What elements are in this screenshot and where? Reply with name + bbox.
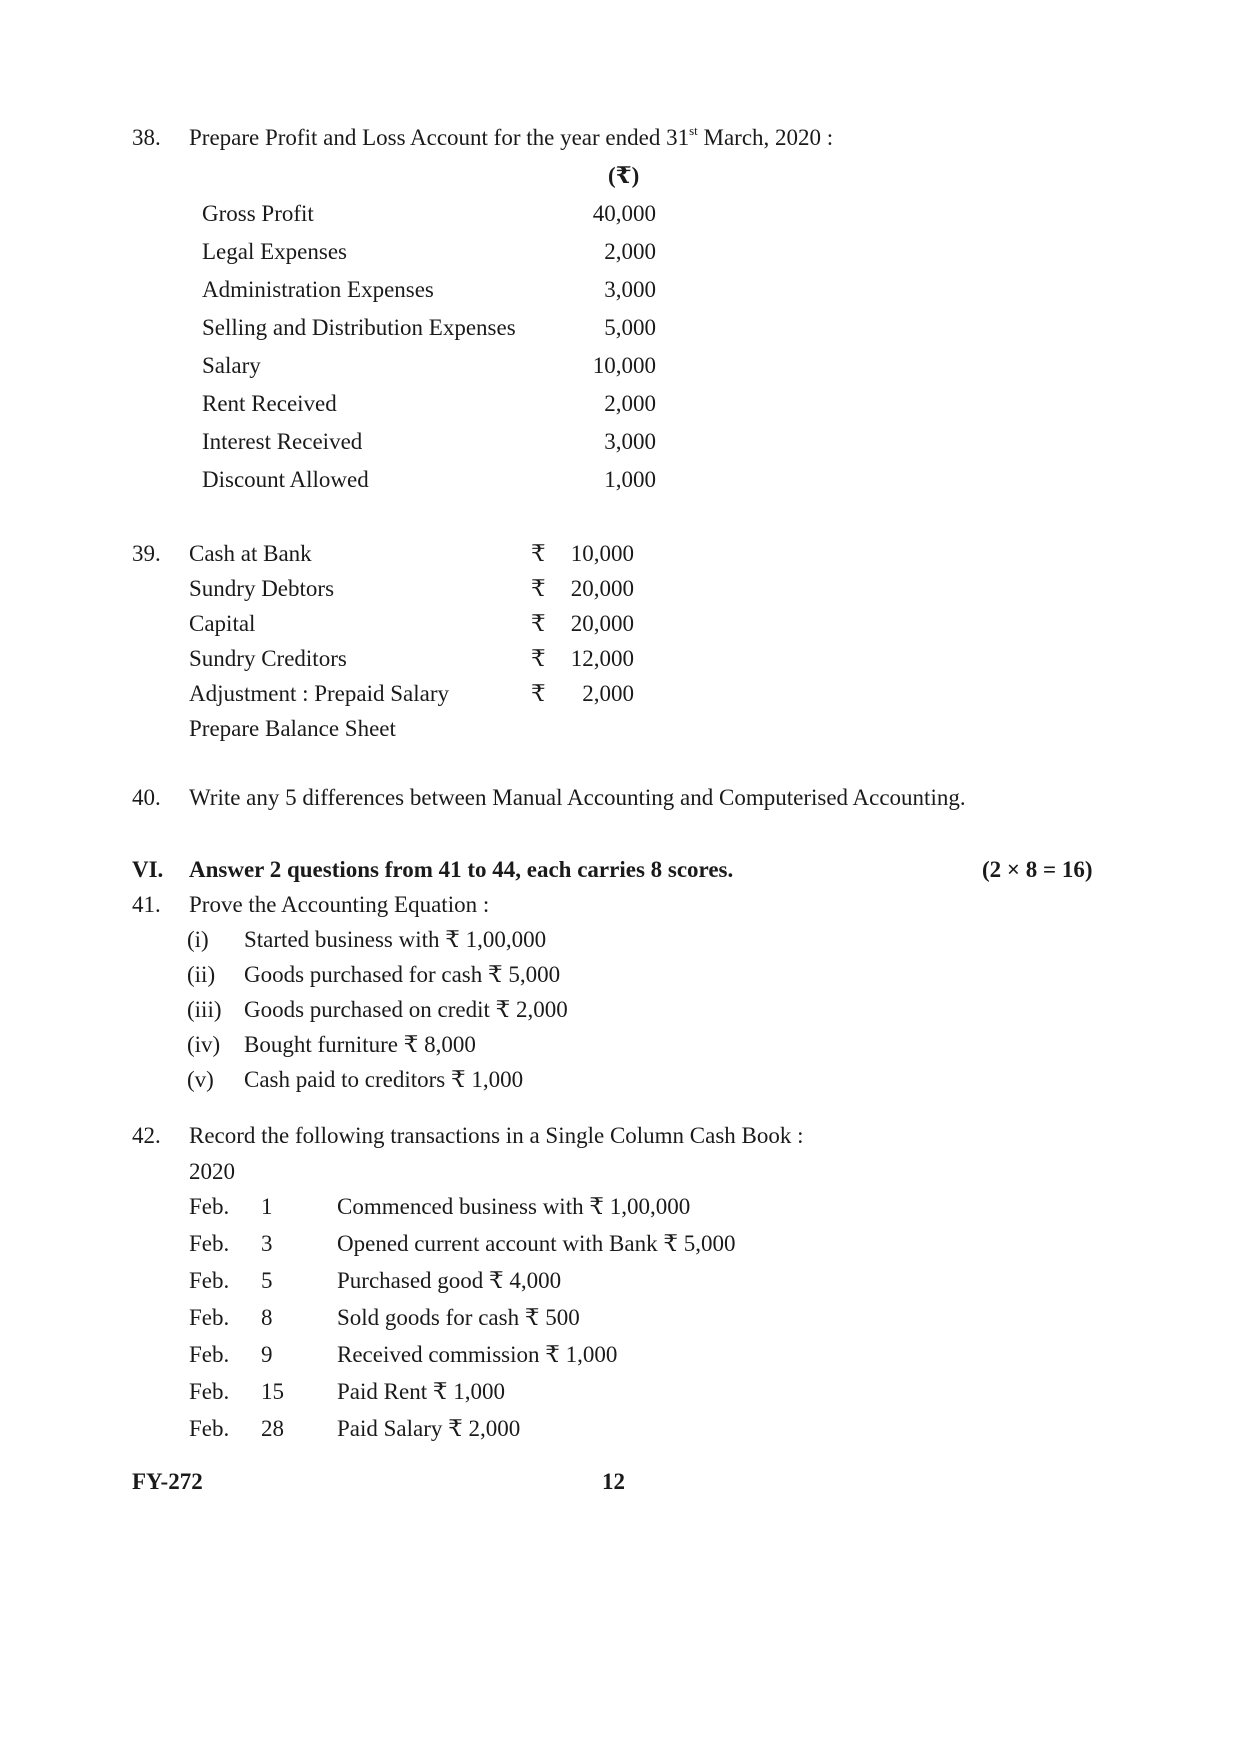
q42-row-month: Feb. xyxy=(189,1305,230,1330)
q39-row-amount: 20,000 xyxy=(570,611,634,636)
q39-row-amount: 10,000 xyxy=(570,541,634,566)
q41-item-text: Started business with ₹ 1,00,000 xyxy=(244,927,547,952)
q42-text: Record the following transactions in a Single Column Cash Book : xyxy=(189,1123,804,1148)
rupee-symbol: ₹ xyxy=(531,541,546,566)
q38-row-label: Rent Received xyxy=(202,391,337,416)
q39-row-label: Capital xyxy=(189,611,256,636)
q42-row-day: 8 xyxy=(261,1305,273,1330)
q42-number: 42. xyxy=(132,1123,161,1148)
q40-text: Write any 5 differences between Manual Accounting and Computerised Accounting. xyxy=(189,785,966,810)
q38-row-label: Gross Profit xyxy=(202,201,314,226)
q39-row-label: Cash at Bank xyxy=(189,541,312,566)
section6-instruction: Answer 2 questions from 41 to 44, each carries 8 scores. xyxy=(189,857,734,882)
q41-item-roman: (ii) xyxy=(187,962,216,987)
q38-text-sup: st xyxy=(689,123,698,138)
q41-item-text: Bought furniture ₹ 8,000 xyxy=(244,1032,476,1057)
q42-row-day: 1 xyxy=(261,1194,273,1219)
section6-marks: (2 × 8 = 16) xyxy=(982,857,1093,882)
rupee-symbol: ₹ xyxy=(531,646,546,671)
q38-question xyxy=(189,123,834,150)
q38-row-label: Salary xyxy=(202,353,261,378)
q38-number: 38. xyxy=(132,125,161,150)
q41-item-text: Cash paid to creditors ₹ 1,000 xyxy=(244,1067,524,1092)
q42-row-month: Feb. xyxy=(189,1342,230,1367)
q38-row-amount: 1,000 xyxy=(604,467,656,492)
q38-row-amount: 2,000 xyxy=(604,391,656,416)
q42-row-month: Feb. xyxy=(189,1231,230,1256)
q42-row-text: Sold goods for cash ₹ 500 xyxy=(337,1305,580,1330)
q39-row-label: Sundry Debtors xyxy=(189,576,335,601)
q42-row-text: Received commission ₹ 1,000 xyxy=(337,1342,618,1367)
q41-item-roman: (v) xyxy=(187,1067,214,1092)
q42-row-text: Commenced business with ₹ 1,00,000 xyxy=(337,1194,691,1219)
q42-row-text: Purchased good ₹ 4,000 xyxy=(337,1268,562,1293)
q41-text: Prove the Accounting Equation : xyxy=(189,892,490,917)
q39-row-label: Adjustment : Prepaid Salary xyxy=(189,681,449,706)
q42-row-month: Feb. xyxy=(189,1379,230,1404)
page-number: 12 xyxy=(602,1469,625,1494)
q42-row-text: Paid Rent ₹ 1,000 xyxy=(337,1379,505,1404)
q39-instruction: Prepare Balance Sheet xyxy=(189,716,396,741)
q42-row-day: 9 xyxy=(261,1342,273,1367)
q38-row-label: Discount Allowed xyxy=(202,467,369,492)
q42-row-day: 3 xyxy=(261,1231,273,1256)
q42-row-text: Paid Salary ₹ 2,000 xyxy=(337,1416,521,1441)
q41-number: 41. xyxy=(132,892,161,917)
rupee-symbol: ₹ xyxy=(531,611,546,636)
q38-row-amount: 5,000 xyxy=(604,315,656,340)
q42-row-text: Opened current account with Bank ₹ 5,000 xyxy=(337,1231,736,1256)
rupee-symbol: ₹ xyxy=(531,681,546,706)
q42-row-day: 15 xyxy=(261,1379,284,1404)
q40-number: 40. xyxy=(132,785,161,810)
q42-row-month: Feb. xyxy=(189,1268,230,1293)
q38-text-before: Prepare Profit and Loss Account for the year ended 31 xyxy=(189,125,690,150)
q38-row-amount: 3,000 xyxy=(604,277,656,302)
q42-row-month: Feb. xyxy=(189,1416,230,1441)
q41-item-text: Goods purchased for cash ₹ 5,000 xyxy=(244,962,561,987)
q42-row-day: 5 xyxy=(261,1268,273,1293)
q42-row-month: Feb. xyxy=(189,1194,230,1219)
q39-row-amount: 20,000 xyxy=(570,576,634,601)
q41-item-text: Goods purchased on credit ₹ 2,000 xyxy=(244,997,568,1022)
q38-row-amount: 3,000 xyxy=(604,429,656,454)
rupee-symbol: ₹ xyxy=(531,576,546,601)
q38-row-amount: 10,000 xyxy=(592,353,656,378)
q41-item-roman: (iii) xyxy=(187,997,222,1022)
q38-text-after: March, 2020 : xyxy=(697,125,834,150)
q38-row-amount: 2,000 xyxy=(604,239,656,264)
section6-label: VI. xyxy=(132,857,164,882)
q41-item-roman: (iv) xyxy=(187,1032,221,1057)
q38-row-amount: 40,000 xyxy=(592,201,656,226)
q39-row-amount: 2,000 xyxy=(582,681,634,706)
q38-currency-header: (₹) xyxy=(608,163,640,188)
q39-row-label: Sundry Creditors xyxy=(189,646,347,671)
q42-row-day: 28 xyxy=(261,1416,284,1441)
q39-number: 39. xyxy=(132,541,161,566)
q42-year: 2020 xyxy=(189,1159,235,1184)
footer-code: FY-272 xyxy=(132,1469,203,1494)
q38-row-label: Legal Expenses xyxy=(202,239,347,264)
q39-row-amount: 12,000 xyxy=(570,646,634,671)
q41-item-roman: (i) xyxy=(187,927,209,952)
q38-row-label: Administration Expenses xyxy=(202,277,434,302)
q38-row-label: Selling and Distribution Expenses xyxy=(202,315,516,340)
q38-row-label: Interest Received xyxy=(202,429,363,454)
